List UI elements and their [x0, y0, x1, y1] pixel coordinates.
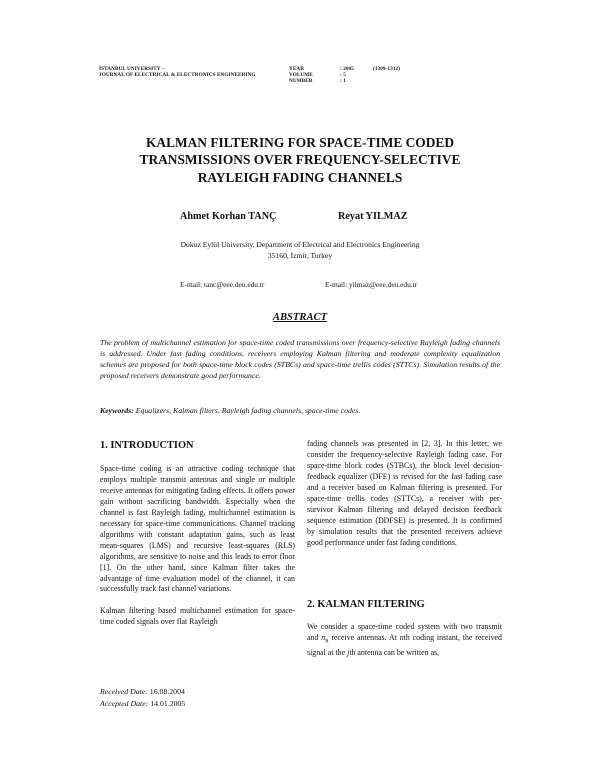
section-2-text-a: We consider a space-time coded system with two transmit and	[307, 622, 502, 642]
intro-paragraph-1: Space-time coding is an attractive coding technique that employs multiple transmit antennas and single or multiple receive antennas for mitigating fading effects. It offers power gain without sacrificing bandwidth. Especially when the channel is fast Rayleigh fading, multichannel estimation is necessary for space-time communications. Channel tracking algorithms with constant adaptation gains, such as least mean-squares (LMS) and recursive least-squares (RLS) algorithms, are sensitive to noise and this leads to error floor [1]. On the other hand, since Kalman filter takes the advantage of time evaluation model of the channel, it can successfully track fast channel variations.	[100, 464, 295, 594]
header-journal: JOURNAL OF ELECTRICAL & ELECTRONICS ENGINEERING	[99, 72, 256, 78]
received-label: Received Date:	[100, 687, 148, 696]
nr-subscript: R	[325, 639, 329, 645]
keywords-text: Equalizers, Kalman filters, Rayleigh fading channels, space-time codes.	[133, 406, 361, 415]
accepted-label: Accepted Date:	[100, 699, 149, 708]
title-line-3: RAYLEIGH FADING CHANNELS	[197, 169, 403, 185]
nr-symbol: n	[321, 632, 326, 642]
section-1-heading: 1. INTRODUCTION	[100, 440, 194, 451]
header-year-value: : 2005	[340, 66, 354, 72]
title-line-2: TRANSMISSIONS OVER FREQUENCY-SELECTIVE	[139, 152, 461, 168]
section-2-heading: 2. KALMAN FILTERING	[307, 599, 425, 610]
intro-paragraph-3: fading channels was presented in [2, 3]. In this letter, we consider the frequency-selective Rayleigh fading case. For space-time block codes (STBCs), the block level decision-feedback equalizer (DFE) is revised for the fast fading case and a receiver based on Kalman filtering is presented. For space-time trellis codes (STTCs), a receiver with per-survivor Kalman filtering and delayed decision feedback sequence estimation (DDFSE) is presented. It is confirmed by simulation results that the presented receivers achieve good performance under fast fading conditions.	[307, 439, 502, 547]
section-2-text-c: th coding instant, the received signal at the	[307, 632, 502, 658]
section-2-text-b: receive antennas. At	[328, 632, 400, 642]
intro-paragraph-2: Kalman filtering based multichannel estimation for space-time coded signals over flat Rayleigh	[100, 606, 295, 627]
received-dates	[100, 686, 185, 710]
accepted-value: 14.01.2005	[148, 699, 186, 708]
left-column	[100, 464, 295, 628]
header-volume-value: : 5	[340, 72, 346, 78]
email-1: E-mail: tanc@eee.deu.edu.tr	[180, 280, 265, 289]
abstract-heading: ABSTRACT	[272, 312, 328, 323]
header-year-label: YEAR	[289, 66, 305, 72]
affiliation	[100, 239, 500, 261]
header-number-label: NUMBER	[289, 78, 313, 84]
affiliation-line-2: 35160, İzmir, Turkey	[267, 251, 333, 260]
keywords	[100, 406, 360, 415]
n-symbol: n	[399, 632, 404, 642]
email-2: E-mail: yilmaz@eee.deu.edu.tr	[325, 280, 418, 289]
section-2-text	[307, 622, 502, 659]
right-column-top	[307, 439, 502, 549]
header-pages: (1309-1312)	[373, 66, 401, 72]
paper-title	[60, 134, 540, 186]
j-symbol: j	[347, 648, 350, 658]
header-number-value: : 1	[340, 78, 346, 84]
author-1: Ahmet Korhan TANÇ	[180, 211, 277, 222]
affiliation-line-1: Dokuz Eylül University, Department of Electrical and Electronics Engineering	[180, 240, 420, 249]
author-2: Reyat YILMAZ	[338, 211, 408, 222]
section-2-text-d: th antenna can be written as,	[349, 648, 440, 658]
title-line-1: KALMAN FILTERING FOR SPACE-TIME CODED	[145, 135, 454, 150]
received-value: 16.08.2004	[147, 687, 185, 696]
keywords-label: Keywords:	[100, 406, 134, 415]
abstract-text: The problem of multichannel estimation for space-time coded transmissions over frequency-selective Rayleigh fading channels is addressed. Under fast fading conditions, receivers employing Kalman filtering and moderate complexity equalization schemes are proposed for both space-time block codes (STBCs) and space-time trellis codes (STTCs). Simulation results of the proposed receivers demonstrate good performance.	[100, 338, 500, 380]
header-volume-label: VOLUME	[289, 72, 313, 78]
header-university: İSTANBUL UNIVERSITY –	[99, 66, 165, 72]
